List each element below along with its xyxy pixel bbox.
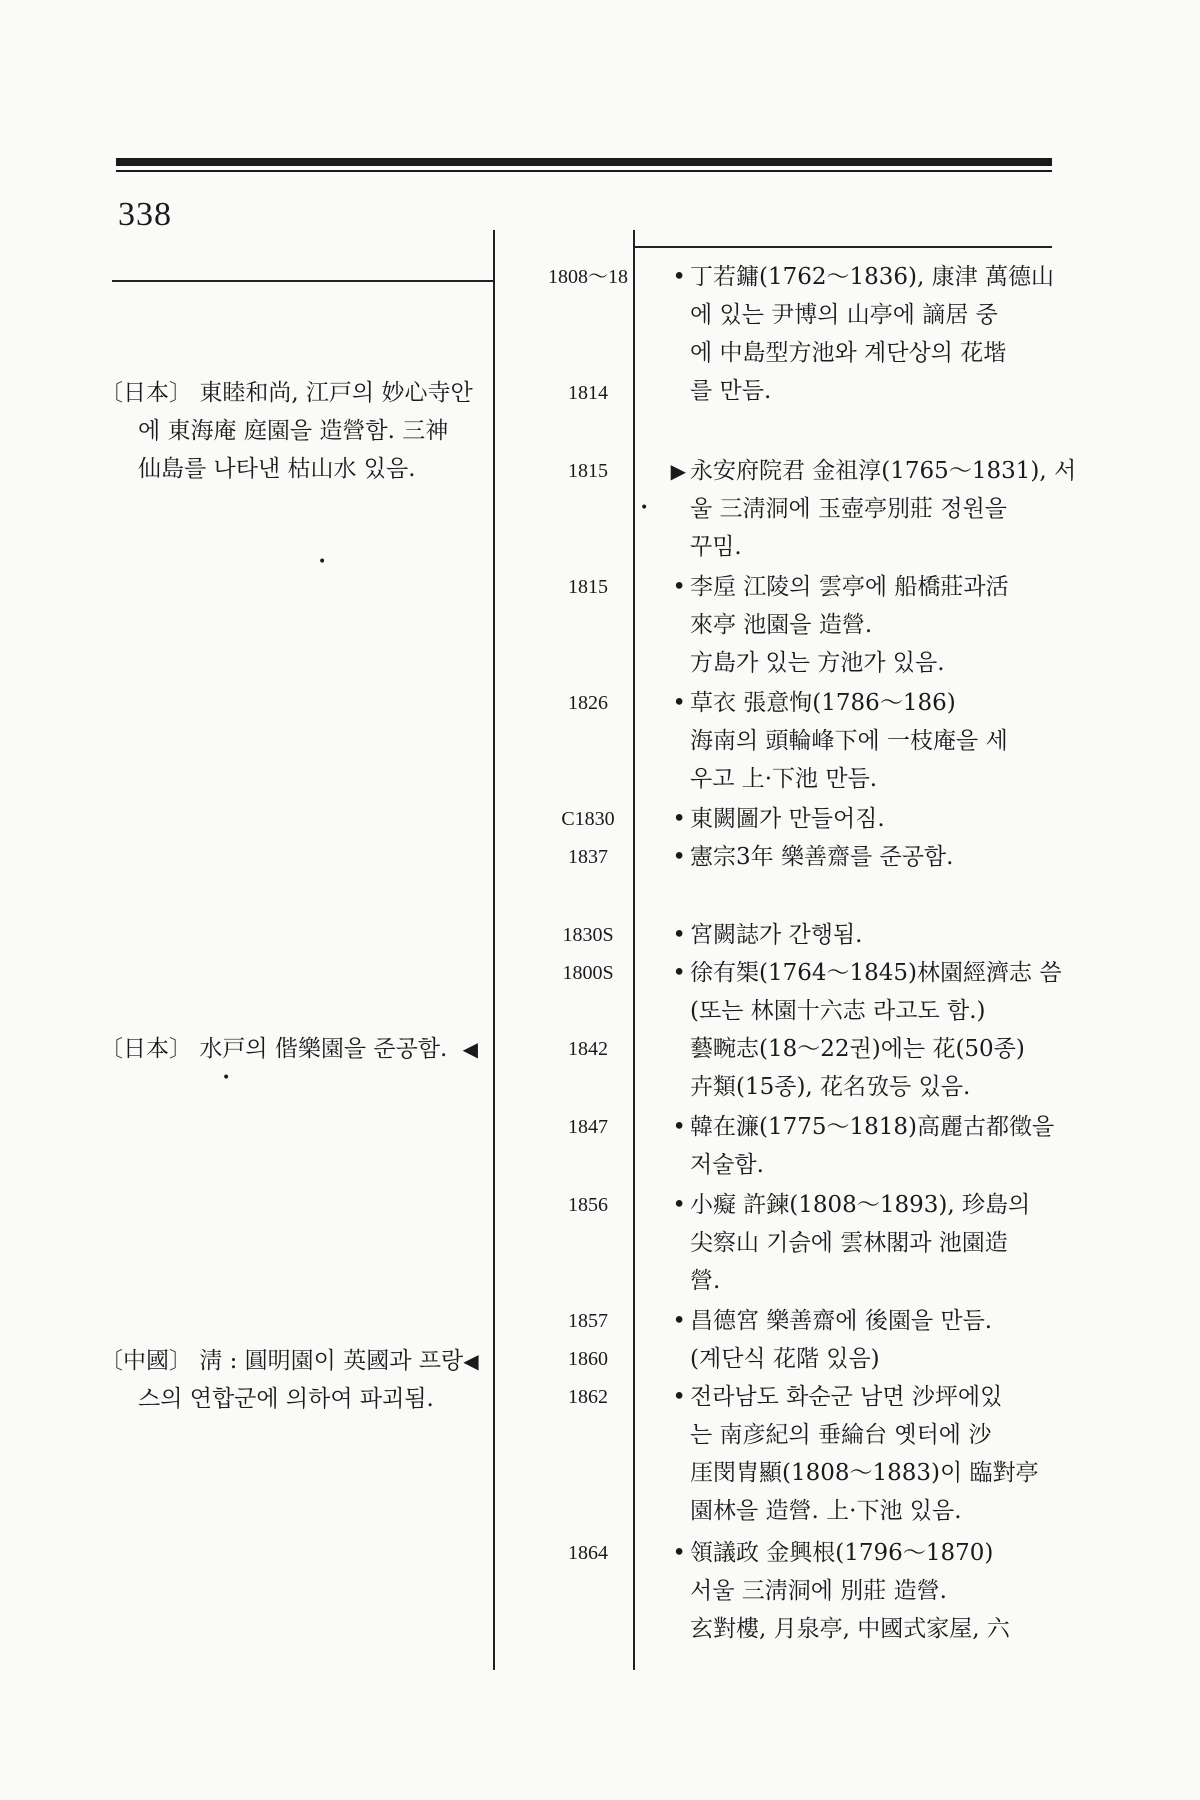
entry-line: 는 南彦紀의 垂綸台 옛터에 沙 xyxy=(690,1422,992,1448)
right-entry-lee-hu xyxy=(648,568,1048,682)
entry-line: 전라남도 화순군 남면 沙坪에있 xyxy=(690,1384,1003,1410)
year-label: 1826 xyxy=(568,692,608,714)
entry-line: 藝畹志(18～22권)에는 花(50종) xyxy=(690,1036,1025,1062)
right-entry-donggwoldo xyxy=(648,800,1048,838)
entry-line: 憲宗3年 樂善齋를 준공함. xyxy=(690,844,954,870)
right-entry-heo-ryeon xyxy=(648,1186,1048,1300)
entry-line: 尖察山 기슭에 雲林閣과 池園造 xyxy=(690,1230,1008,1256)
right-entry-kim-heunggeun xyxy=(648,1534,1048,1648)
arrow-marker: ▶ xyxy=(670,459,686,483)
year-label: 1856 xyxy=(568,1194,608,1216)
bullet-marker: • xyxy=(672,806,686,832)
entry-line: 厓閔胄顯(1808～1883)이 臨對亭 xyxy=(690,1460,1039,1486)
bullet-marker: • xyxy=(672,922,686,948)
entry-line: 李垕 江陵의 雲亭에 船橋莊과活 xyxy=(690,574,1009,600)
country-tag: 〔日本〕 xyxy=(100,380,192,406)
entry-line: 徐有榘(1764～1845)林園經濟志 씀 xyxy=(690,960,1062,986)
right-entry-choui xyxy=(648,684,1048,798)
country-tag: 〔中國〕 xyxy=(100,1348,192,1374)
year-label: 1847 xyxy=(568,1116,608,1138)
entry-line: 卉類(15종), 花名攷등 있음. xyxy=(690,1074,971,1100)
left-entry-japan-kairakuen xyxy=(100,1030,492,1068)
header-rule-thin xyxy=(116,170,1052,172)
year-label: 1842 xyxy=(568,1038,608,1060)
page-number: 338 xyxy=(118,196,172,233)
right-entry-kim-josun xyxy=(648,452,1077,566)
left-entry-line: 東睦和尚, 江戸의 妙心寺안 xyxy=(199,380,473,406)
right-entry-imdaejeong xyxy=(648,1378,1048,1530)
stray-print-mark: • xyxy=(318,554,327,570)
bullet-marker: • xyxy=(672,1192,686,1218)
right-entry-jeong-yakyong xyxy=(648,258,1054,410)
entry-line: 海南의 頭輪峰下에 一枝庵을 세 xyxy=(690,728,1008,754)
left-arrow-marker: ◀ xyxy=(462,1037,479,1061)
year-label: 1800S xyxy=(562,962,614,984)
entry-line: 서울 三淸洞에 別莊 造營. xyxy=(690,1578,947,1604)
bullet-marker: • xyxy=(672,574,686,600)
bullet-marker: • xyxy=(672,690,686,716)
left-entry-japan-toukaian xyxy=(100,374,492,488)
left-entry-china-yuanmingyuan xyxy=(100,1342,492,1418)
bullet-marker: • xyxy=(672,1308,686,1334)
bullet-marker: • xyxy=(672,1384,686,1410)
entry-line: 領議政 金興根(1796～1870) xyxy=(690,1540,994,1566)
bullet-marker: • xyxy=(672,264,686,290)
bullet-marker: • xyxy=(672,1540,686,1566)
entry-line: 昌德宮 樂善齋에 後園을 만듬. xyxy=(690,1308,993,1334)
entry-line: 玄對樓, 月泉亭, 中國式家屋, 六 xyxy=(690,1616,1010,1642)
left-entry-line: 스의 연합군에 의하여 파괴됨. xyxy=(138,1386,434,1412)
bullet-marker: • xyxy=(672,1114,686,1140)
year-label: 1815 xyxy=(568,460,608,482)
entry-line: 韓在濂(1775～1818)高麗古都徵을 xyxy=(690,1114,1055,1140)
left-entry-line: 淸 : 圓明園이 英國과 프랑 xyxy=(199,1348,464,1374)
entry-line: 園林을 造營. 上·下池 있음. xyxy=(690,1498,962,1524)
left-column-top-rule xyxy=(112,280,494,282)
bullet-marker: • xyxy=(672,960,686,986)
year-label: 1837 xyxy=(568,846,608,868)
right-entry-seo-yugu xyxy=(648,954,1062,1106)
country-tag: 〔日本〕 xyxy=(100,1036,192,1062)
year-label: 1860 xyxy=(568,1348,608,1370)
header-rule-thick xyxy=(116,158,1052,166)
year-label: 1864 xyxy=(568,1542,608,1564)
left-entry-line: 水戸의 偕樂園을 준공함. xyxy=(199,1036,448,1062)
year-label: 1830S xyxy=(562,924,614,946)
year-label: 1857 xyxy=(568,1310,608,1332)
right-column-top-rule xyxy=(633,246,1052,248)
entry-line: 에 中島型方池와 계단상의 花堦 xyxy=(690,340,1007,366)
stray-print-mark: • xyxy=(222,1070,231,1086)
entry-line: 永安府院君 金祖淳(1765～1831), 서 xyxy=(690,458,1077,484)
year-label: 1815 xyxy=(568,576,608,598)
entry-line: 저술함. xyxy=(690,1152,764,1178)
entry-line: 營. xyxy=(690,1268,721,1294)
bullet-marker: • xyxy=(672,844,686,870)
entry-line: 꾸밈. xyxy=(690,534,742,560)
right-entry-han-jaeryeom xyxy=(648,1108,1055,1184)
entry-line: 丁若鏞(1762～1836), 康津 萬德山 xyxy=(690,264,1054,290)
entry-line: 東闕圖가 만들어짐. xyxy=(690,806,885,832)
entry-line: 方島가 있는 方池가 있음. xyxy=(690,650,945,676)
year-label: 1814 xyxy=(568,382,608,404)
left-entry-line: 에 東海庵 庭園을 造營함. 三神 xyxy=(138,418,449,444)
year-label: 1808～18 xyxy=(548,266,628,288)
entry-line: (또는 林園十六志 라고도 함.) xyxy=(690,998,986,1024)
year-label: 1862 xyxy=(568,1386,608,1408)
entry-line: 小癡 許鍊(1808～1893), 珍島의 xyxy=(690,1192,1031,1218)
entry-line: (계단식 花階 있음) xyxy=(690,1346,880,1372)
column-divider-left xyxy=(493,230,495,1670)
left-arrow-marker: ◀ xyxy=(463,1349,479,1373)
entry-line: 우고 上·下池 만듬. xyxy=(690,766,878,792)
entry-line: 草衣 張意恂(1786～186) xyxy=(690,690,956,716)
stray-print-mark: • xyxy=(640,500,649,516)
left-entry-line: 仙島를 나타낸 枯山水 있음. xyxy=(138,456,416,482)
entry-line: 宮闕誌가 간행됨. xyxy=(690,922,863,948)
entry-line: 來亭 池園을 造營. xyxy=(690,612,873,638)
right-entry-changdeokgung xyxy=(648,1302,1048,1378)
right-entry-nakseonjae xyxy=(648,838,1048,876)
entry-line: 울 三淸洞에 玉壺亭別莊 정원을 xyxy=(690,496,1008,522)
entry-line: 에 있는 尹博의 山亭에 謫居 중 xyxy=(690,302,998,328)
right-entry-gunggwolji xyxy=(648,916,1048,954)
entry-line: 를 만듬. xyxy=(690,378,772,404)
year-label: C1830 xyxy=(561,808,615,830)
